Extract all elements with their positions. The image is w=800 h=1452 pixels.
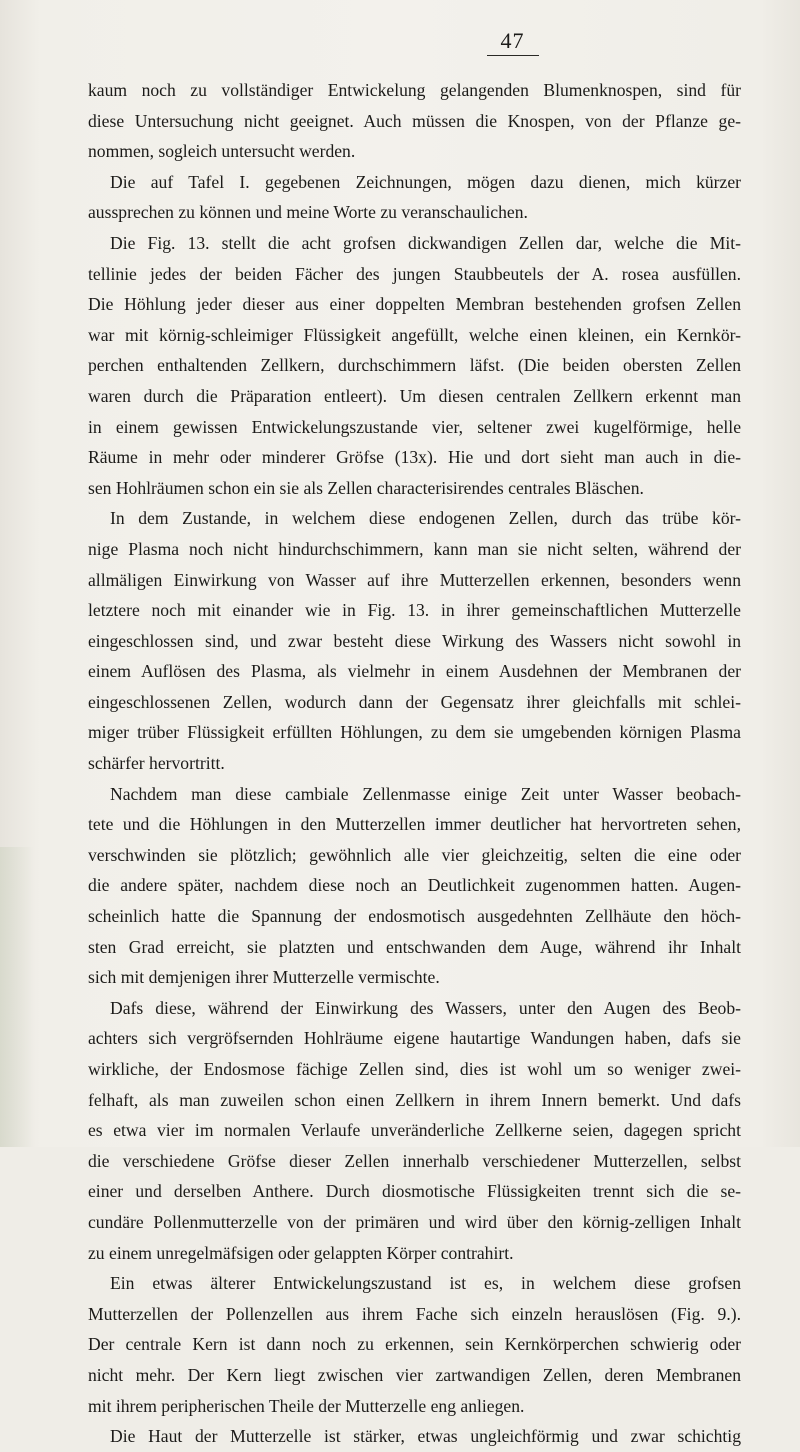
page-number bbox=[0, 28, 800, 56]
text-line: eingeschlossen sind, und zwar besteht diese Wirkung des Wassers nicht sowohl in bbox=[88, 630, 741, 651]
text-line: kaum noch zu vollständiger Entwickelung gelangenden Blumenknospen, sind für bbox=[88, 80, 741, 100]
text-line: zu einem unregelmäfsigen oder gelappten Körper contrahirt. bbox=[88, 1242, 514, 1263]
text-line: Der centrale Kern ist dann noch zu erkennen, sein Kernkörperchen schwierig oder bbox=[88, 1334, 741, 1355]
text-line: Nachdem man diese cambiale Zellenmasse einige Zeit unter Wasser beobach- bbox=[110, 783, 741, 804]
text-line: tete und die Höhlungen in den Mutterzellen immer deutlicher hat hervortreten sehen, bbox=[88, 814, 741, 835]
page-edge-shadow bbox=[0, 847, 34, 1147]
page-number-text: 47 bbox=[487, 28, 539, 56]
text-line: es etwa vier im normalen Verlaufe unveränderliche Zellkerne seien, dagegen spricht bbox=[88, 1120, 741, 1141]
text-line: In dem Zustande, in welchem diese endogenen Zellen, durch das trübe kör- bbox=[110, 508, 741, 529]
text-line: wirkliche, der Endosmose fächige Zellen sind, dies ist wohl um so weniger zwei- bbox=[88, 1059, 741, 1079]
text-line: cundäre Pollenmutterzelle von der primären und wird über den körnig-zelligen Inhalt bbox=[88, 1211, 741, 1232]
text-line: miger trüber Flüssigkeit erfüllten Höhlungen, zu dem sie umgebenden körnigen Plasma bbox=[88, 722, 741, 743]
text-line: Die auf Tafel I. gegebenen Zeichnungen, mögen dazu dienen, mich kürzer bbox=[110, 171, 741, 192]
text-line: Die Höhlung jeder dieser aus einer doppelten Membran bestehenden grofsen Zellen bbox=[88, 294, 741, 315]
text-line: Räume in mehr oder minderer Gröfse (13x). Hie und dort sieht man auch in die- bbox=[88, 447, 741, 468]
text-line: eingeschlossenen Zellen, wodurch dann der Gegensatz ihrer gleichfalls mit schlei- bbox=[88, 691, 741, 712]
body-text bbox=[88, 75, 741, 1452]
text-line: die verschiedene Gröfse dieser Zellen innerhalb verschiedener Mutterzellen, selbst bbox=[88, 1150, 741, 1171]
text-line: sten Grad erreicht, sie platzten und entschwanden dem Auge, während ihr Inhalt bbox=[88, 936, 741, 957]
text-line: nommen, sogleich untersucht werden. bbox=[88, 141, 356, 162]
text-line: verschwinden sie plötzlich; gewöhnlich alle vier gleichzeitig, selten die eine oder bbox=[88, 844, 741, 865]
text-line: aussprechen zu können und meine Worte zu veranschaulichen. bbox=[88, 202, 528, 223]
text-line: sich mit demjenigen ihrer Mutterzelle vermischte. bbox=[88, 967, 440, 988]
text-line: Die Fig. 13. stellt die acht grofsen dickwandigen Zellen dar, welche die Mit- bbox=[110, 232, 741, 253]
text-line: sen Hohlräumen schon ein sie als Zellen characterisirendes centrales Bläschen. bbox=[88, 477, 644, 498]
text-line: nicht mehr. Der Kern liegt zwischen vier zartwandigen Zellen, deren Membranen bbox=[88, 1364, 741, 1385]
text-line: felhaft, als man zuweilen schon einen Zellkern in ihrem Innern bemerkt. Und dafs bbox=[88, 1089, 741, 1110]
text-line: diese Untersuchung nicht geeignet. Auch müssen die Knospen, von der Pflanze ge- bbox=[88, 110, 741, 131]
text-line: nige Plasma noch nicht hindurchschimmern, kann man sie nicht selten, während der bbox=[88, 538, 741, 559]
text-line: die andere später, nachdem diese noch an Deutlichkeit zugenommen hatten. Augen- bbox=[88, 875, 741, 896]
text-line: Dafs diese, während der Einwirkung des Wassers, unter den Augen des Beob- bbox=[110, 997, 741, 1018]
text-line: Ein etwas älterer Entwickelungszustand ist es, in welchem diese grofsen bbox=[110, 1273, 741, 1294]
text-line: scheinlich hatte die Spannung der endosmotisch ausgedehnten Zellhäute den höch- bbox=[88, 906, 741, 927]
text-line: schärfer hervortritt. bbox=[88, 753, 225, 774]
text-line: in einem gewissen Entwickelungszustande vier, seltener zwei kugelförmige, helle bbox=[88, 416, 741, 437]
text-line: einem Auflösen des Plasma, als vielmehr in einem Ausdehnen der Membranen der bbox=[88, 661, 741, 682]
text-line: perchen enthaltenden Zellkern, durchschimmern läfst. (Die beiden obersten Zellen bbox=[88, 355, 741, 376]
text-line: war mit körnig-schleimiger Flüssigkeit angefüllt, welche einen kleinen, ein Kernkör- bbox=[88, 324, 741, 345]
text-line: Mutterzellen der Pollenzellen aus ihrem Fache sich einzeln herauslösen (Fig. 9.). bbox=[88, 1303, 741, 1324]
text-line: Die Haut der Mutterzelle ist stärker, etwas ungleichförmig und zwar schichtig bbox=[110, 1426, 741, 1447]
text-line: allmäligen Einwirkung von Wasser auf ihre Mutterzellen erkennen, besonders wenn bbox=[88, 569, 741, 590]
text-line: einer und derselben Anthere. Durch diosmotische Flüssigkeiten trennt sich die se- bbox=[88, 1181, 741, 1202]
text-line: letztere noch mit einander wie in Fig. 13. in ihrer gemeinschaftlichen Mutterzelle bbox=[88, 600, 741, 621]
text-line: tellinie jedes der beiden Fächer des jungen Staubbeutels der A. rosea ausfüllen. bbox=[88, 263, 741, 284]
text-line: mit ihrem peripherischen Theile der Mutterzelle eng anliegen. bbox=[88, 1395, 525, 1416]
text-line: achters sich vergröfsernden Hohlräume eigene hautartige Wandungen haben, dafs sie bbox=[88, 1028, 741, 1049]
text-line: waren durch die Präparation entleert). Um diesen centralen Zellkern erkennt man bbox=[88, 385, 741, 406]
